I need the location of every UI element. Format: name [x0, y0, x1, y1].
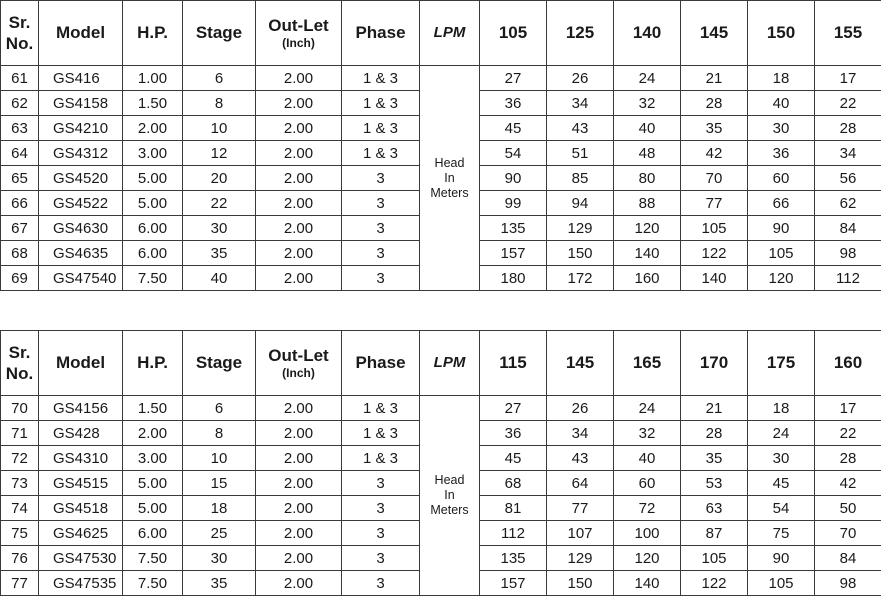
model-cell: GS4635 [39, 241, 123, 266]
phase-cell: 1 & 3 [342, 66, 420, 91]
stage-cell: 6 [183, 66, 256, 91]
outlet-cell: 2.00 [256, 571, 342, 596]
outlet-cell: 2.00 [256, 241, 342, 266]
model-cell: GS4518 [39, 496, 123, 521]
model-cell: GS4522 [39, 191, 123, 216]
head-value-cell: 105 [748, 241, 815, 266]
sr-no-cell: 69 [1, 266, 39, 291]
head-value-cell: 98 [815, 241, 881, 266]
hp-cell: 7.50 [123, 546, 183, 571]
hp-cell: 1.50 [123, 396, 183, 421]
outlet-cell: 2.00 [256, 266, 342, 291]
head-value-cell: 18 [748, 66, 815, 91]
head-value-cell: 32 [614, 91, 681, 116]
head-value-cell: 140 [681, 266, 748, 291]
phase-cell: 1 & 3 [342, 116, 420, 141]
outlet-cell: 2.00 [256, 446, 342, 471]
stage-cell: 8 [183, 421, 256, 446]
outlet-cell: 2.00 [256, 496, 342, 521]
stage-cell: 30 [183, 216, 256, 241]
head-value-cell: 48 [614, 141, 681, 166]
hp-header: H.P. [123, 1, 183, 66]
hp-cell: 2.00 [123, 421, 183, 446]
head-label-line: Head [420, 473, 479, 488]
stage-cell: 30 [183, 546, 256, 571]
head-value-cell: 107 [547, 521, 614, 546]
lpm-value-header: 115 [480, 331, 547, 396]
phase-header: Phase [342, 331, 420, 396]
hp-cell: 2.00 [123, 116, 183, 141]
head-value-cell: 88 [614, 191, 681, 216]
hp-cell: 3.00 [123, 141, 183, 166]
head-value-cell: 180 [480, 266, 547, 291]
model-cell: GS4156 [39, 396, 123, 421]
head-value-cell: 26 [547, 396, 614, 421]
head-value-cell: 157 [480, 571, 547, 596]
sr-no-cell: 66 [1, 191, 39, 216]
pump-spec-table-1 [0, 0, 881, 291]
hp-cell: 6.00 [123, 216, 183, 241]
head-value-cell: 24 [614, 66, 681, 91]
lpm-value-header: 150 [748, 1, 815, 66]
hp-cell: 5.00 [123, 191, 183, 216]
outlet-header: Out-Let (Inch) [256, 1, 342, 66]
head-value-cell: 60 [748, 166, 815, 191]
model-cell: GS4630 [39, 216, 123, 241]
head-value-cell: 35 [681, 116, 748, 141]
stage-cell: 6 [183, 396, 256, 421]
phase-cell: 3 [342, 521, 420, 546]
outlet-cell: 2.00 [256, 116, 342, 141]
outlet-header: Out-Let (Inch) [256, 331, 342, 396]
sr-no-cell: 64 [1, 141, 39, 166]
head-value-cell: 28 [681, 421, 748, 446]
hp-cell: 6.00 [123, 521, 183, 546]
head-value-cell: 28 [681, 91, 748, 116]
sr-no-header: Sr. No. [1, 331, 39, 396]
stage-header: Stage [183, 331, 256, 396]
phase-cell: 1 & 3 [342, 421, 420, 446]
head-value-cell: 54 [748, 496, 815, 521]
model-cell: GS4515 [39, 471, 123, 496]
head-value-cell: 21 [681, 396, 748, 421]
head-value-cell: 40 [614, 446, 681, 471]
head-value-cell: 66 [748, 191, 815, 216]
lpm-value-header: 105 [480, 1, 547, 66]
stage-cell: 22 [183, 191, 256, 216]
head-value-cell: 112 [815, 266, 881, 291]
model-cell: GS4310 [39, 446, 123, 471]
sr-no-cell: 68 [1, 241, 39, 266]
lpm-value-header: 145 [547, 331, 614, 396]
head-value-cell: 34 [815, 141, 881, 166]
head-value-cell: 70 [815, 521, 881, 546]
head-value-cell: 63 [681, 496, 748, 521]
phase-cell: 1 & 3 [342, 91, 420, 116]
phase-cell: 3 [342, 571, 420, 596]
sr-no-cell: 77 [1, 571, 39, 596]
head-value-cell: 140 [614, 571, 681, 596]
head-value-cell: 75 [748, 521, 815, 546]
table-row [1, 396, 881, 421]
phase-cell: 3 [342, 216, 420, 241]
hp-cell: 1.50 [123, 91, 183, 116]
head-value-cell: 22 [815, 421, 881, 446]
lpm-value-header: 140 [614, 1, 681, 66]
hp-cell: 5.00 [123, 496, 183, 521]
stage-cell: 10 [183, 446, 256, 471]
stage-cell: 40 [183, 266, 256, 291]
head-value-cell: 27 [480, 66, 547, 91]
head-value-cell: 42 [815, 471, 881, 496]
model-cell: GS47530 [39, 546, 123, 571]
head-value-cell: 122 [681, 571, 748, 596]
head-value-cell: 157 [480, 241, 547, 266]
lpm-value-header: 125 [547, 1, 614, 66]
stage-cell: 8 [183, 91, 256, 116]
head-value-cell: 120 [614, 216, 681, 241]
outlet-cell: 2.00 [256, 66, 342, 91]
outlet-cell: 2.00 [256, 191, 342, 216]
hp-cell: 7.50 [123, 571, 183, 596]
sr-no-cell: 76 [1, 546, 39, 571]
head-value-cell: 80 [614, 166, 681, 191]
stage-cell: 20 [183, 166, 256, 191]
model-header: Model [39, 1, 123, 66]
head-value-cell: 36 [748, 141, 815, 166]
sr-no-header: Sr. No. [1, 1, 39, 66]
lpm-value-header: 155 [815, 1, 881, 66]
head-value-cell: 22 [815, 91, 881, 116]
head-value-cell: 43 [547, 116, 614, 141]
head-value-cell: 17 [815, 396, 881, 421]
model-cell: GS47535 [39, 571, 123, 596]
sr-no-cell: 63 [1, 116, 39, 141]
sr-no-cell: 74 [1, 496, 39, 521]
model-cell: GS4625 [39, 521, 123, 546]
head-value-cell: 77 [547, 496, 614, 521]
stage-cell: 10 [183, 116, 256, 141]
sr-no-cell: 61 [1, 66, 39, 91]
phase-cell: 3 [342, 166, 420, 191]
head-value-cell: 36 [480, 91, 547, 116]
head-in-meters-label [420, 66, 480, 291]
phase-cell: 3 [342, 241, 420, 266]
phase-cell: 3 [342, 471, 420, 496]
table-body [1, 66, 881, 291]
lpm-header: LPM [420, 1, 480, 66]
model-cell: GS428 [39, 421, 123, 446]
head-value-cell: 99 [480, 191, 547, 216]
head-value-cell: 17 [815, 66, 881, 91]
lpm-value-header: 160 [815, 331, 881, 396]
head-value-cell: 32 [614, 421, 681, 446]
phase-cell: 3 [342, 496, 420, 521]
head-value-cell: 135 [480, 216, 547, 241]
header-row [1, 1, 881, 66]
phase-cell: 1 & 3 [342, 141, 420, 166]
phase-cell: 3 [342, 266, 420, 291]
outlet-cell: 2.00 [256, 546, 342, 571]
head-value-cell: 135 [480, 546, 547, 571]
head-value-cell: 129 [547, 546, 614, 571]
stage-cell: 12 [183, 141, 256, 166]
model-cell: GS4520 [39, 166, 123, 191]
head-value-cell: 120 [748, 266, 815, 291]
sr-no-cell: 72 [1, 446, 39, 471]
head-value-cell: 70 [681, 166, 748, 191]
head-value-cell: 28 [815, 446, 881, 471]
head-value-cell: 72 [614, 496, 681, 521]
stage-header: Stage [183, 1, 256, 66]
hp-cell: 7.50 [123, 266, 183, 291]
head-label-line: Head [420, 156, 479, 171]
stage-cell: 15 [183, 471, 256, 496]
head-label-line: In [420, 488, 479, 503]
head-value-cell: 105 [748, 571, 815, 596]
phase-cell: 1 & 3 [342, 446, 420, 471]
head-value-cell: 81 [480, 496, 547, 521]
head-value-cell: 105 [681, 216, 748, 241]
hp-cell: 5.00 [123, 166, 183, 191]
head-value-cell: 85 [547, 166, 614, 191]
hp-cell: 6.00 [123, 241, 183, 266]
head-value-cell: 45 [748, 471, 815, 496]
head-value-cell: 90 [748, 546, 815, 571]
head-value-cell: 42 [681, 141, 748, 166]
model-cell: GS4312 [39, 141, 123, 166]
outlet-cell: 2.00 [256, 421, 342, 446]
head-value-cell: 120 [614, 546, 681, 571]
head-value-cell: 45 [480, 116, 547, 141]
head-value-cell: 53 [681, 471, 748, 496]
head-value-cell: 84 [815, 546, 881, 571]
lpm-value-header: 165 [614, 331, 681, 396]
hp-cell: 1.00 [123, 66, 183, 91]
head-value-cell: 30 [748, 116, 815, 141]
head-value-cell: 77 [681, 191, 748, 216]
head-value-cell: 40 [614, 116, 681, 141]
sr-no-cell: 67 [1, 216, 39, 241]
head-value-cell: 36 [480, 421, 547, 446]
stage-cell: 35 [183, 241, 256, 266]
head-value-cell: 56 [815, 166, 881, 191]
head-value-cell: 122 [681, 241, 748, 266]
head-value-cell: 34 [547, 91, 614, 116]
stage-cell: 25 [183, 521, 256, 546]
stage-cell: 18 [183, 496, 256, 521]
head-value-cell: 50 [815, 496, 881, 521]
lpm-value-header: 170 [681, 331, 748, 396]
head-value-cell: 18 [748, 396, 815, 421]
sr-no-cell: 62 [1, 91, 39, 116]
outlet-cell: 2.00 [256, 471, 342, 496]
sr-no-cell: 75 [1, 521, 39, 546]
head-value-cell: 35 [681, 446, 748, 471]
sr-no-cell: 65 [1, 166, 39, 191]
head-value-cell: 160 [614, 266, 681, 291]
pump-spec-table-2 [0, 330, 881, 596]
head-value-cell: 84 [815, 216, 881, 241]
head-value-cell: 100 [614, 521, 681, 546]
model-cell: GS4158 [39, 91, 123, 116]
outlet-cell: 2.00 [256, 396, 342, 421]
model-cell: GS47540 [39, 266, 123, 291]
phase-cell: 3 [342, 191, 420, 216]
outlet-cell: 2.00 [256, 521, 342, 546]
outlet-cell: 2.00 [256, 216, 342, 241]
head-value-cell: 90 [480, 166, 547, 191]
head-value-cell: 51 [547, 141, 614, 166]
head-value-cell: 26 [547, 66, 614, 91]
head-value-cell: 45 [480, 446, 547, 471]
lpm-value-header: 145 [681, 1, 748, 66]
head-label-line: Meters [420, 503, 479, 518]
model-cell: GS4210 [39, 116, 123, 141]
stage-cell: 35 [183, 571, 256, 596]
head-value-cell: 30 [748, 446, 815, 471]
model-header: Model [39, 331, 123, 396]
head-value-cell: 68 [480, 471, 547, 496]
phase-cell: 3 [342, 546, 420, 571]
hp-cell: 3.00 [123, 446, 183, 471]
head-value-cell: 54 [480, 141, 547, 166]
phase-cell: 1 & 3 [342, 396, 420, 421]
sr-no-cell: 70 [1, 396, 39, 421]
head-value-cell: 28 [815, 116, 881, 141]
head-value-cell: 98 [815, 571, 881, 596]
head-value-cell: 150 [547, 571, 614, 596]
head-value-cell: 172 [547, 266, 614, 291]
sr-no-cell: 73 [1, 471, 39, 496]
lpm-header: LPM [420, 331, 480, 396]
head-value-cell: 105 [681, 546, 748, 571]
lpm-value-header: 175 [748, 331, 815, 396]
head-value-cell: 90 [748, 216, 815, 241]
head-value-cell: 40 [748, 91, 815, 116]
head-value-cell: 112 [480, 521, 547, 546]
head-value-cell: 27 [480, 396, 547, 421]
head-value-cell: 24 [614, 396, 681, 421]
head-value-cell: 64 [547, 471, 614, 496]
head-value-cell: 87 [681, 521, 748, 546]
head-value-cell: 43 [547, 446, 614, 471]
outlet-cell: 2.00 [256, 91, 342, 116]
head-label-line: Meters [420, 186, 479, 201]
hp-cell: 5.00 [123, 471, 183, 496]
table-row [1, 66, 881, 91]
head-value-cell: 24 [748, 421, 815, 446]
head-in-meters-label [420, 396, 480, 596]
head-value-cell: 21 [681, 66, 748, 91]
head-label-line: In [420, 171, 479, 186]
header-row [1, 331, 881, 396]
phase-header: Phase [342, 1, 420, 66]
head-value-cell: 129 [547, 216, 614, 241]
head-value-cell: 34 [547, 421, 614, 446]
hp-header: H.P. [123, 331, 183, 396]
head-value-cell: 94 [547, 191, 614, 216]
head-value-cell: 140 [614, 241, 681, 266]
sr-no-cell: 71 [1, 421, 39, 446]
model-cell: GS416 [39, 66, 123, 91]
head-value-cell: 62 [815, 191, 881, 216]
table-body [1, 396, 881, 596]
head-value-cell: 150 [547, 241, 614, 266]
outlet-cell: 2.00 [256, 141, 342, 166]
outlet-cell: 2.00 [256, 166, 342, 191]
head-value-cell: 60 [614, 471, 681, 496]
